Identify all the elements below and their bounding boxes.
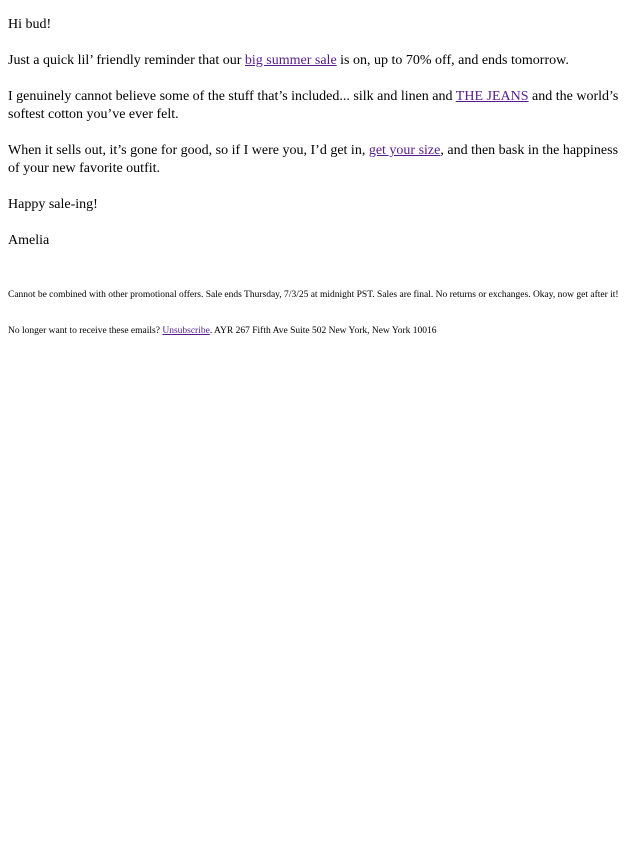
paragraph-text: Just a quick lil’ friendly reminder that our <box>8 53 245 68</box>
greeting: Hi bud! <box>8 17 52 32</box>
paragraph-text: is on, up to 70% off, and ends tomorrow. <box>336 53 569 68</box>
spacer <box>8 268 632 286</box>
paragraph-included-items <box>8 88 632 124</box>
paragraph-sells-out <box>8 142 632 178</box>
big-summer-sale-link[interactable]: big summer sale <box>244 53 337 68</box>
unsubscribe-prefix: No longer want to receive these emails? <box>8 326 163 336</box>
legal-disclaimer: Cannot be combined with other promotional offers. Sale ends Thursday, 7/3/25 at midnight PST. Sales are final. No returns or exchanges. Okay, now get after it! <box>8 290 619 300</box>
the-jeans-link[interactable]: THE JEANS <box>455 89 529 104</box>
email-body <box>0 0 640 340</box>
paragraph-sale-reminder <box>8 52 632 70</box>
signature: Amelia <box>8 233 50 248</box>
paragraph-text: When it sells out, it’s gone for good, so if I were you, I’d get in, <box>8 143 369 158</box>
closing-line: Happy sale-ing! <box>8 197 98 212</box>
company-address: . AYR 267 Fifth Ave Suite 502 New York, New York 10016 <box>209 326 437 336</box>
paragraph-text: , and then bask in the happiness of your new favorite outfit. <box>8 143 619 176</box>
paragraph-text: I genuinely cannot believe some of the stuff that’s included... silk and linen and <box>8 89 456 104</box>
unsubscribe-link[interactable]: Unsubscribe <box>162 326 210 336</box>
get-your-size-link[interactable]: get your size <box>368 143 441 158</box>
paragraph-text: and the world’s softest cotton you’ve ever felt. <box>8 89 619 122</box>
unsubscribe-line <box>8 322 632 340</box>
